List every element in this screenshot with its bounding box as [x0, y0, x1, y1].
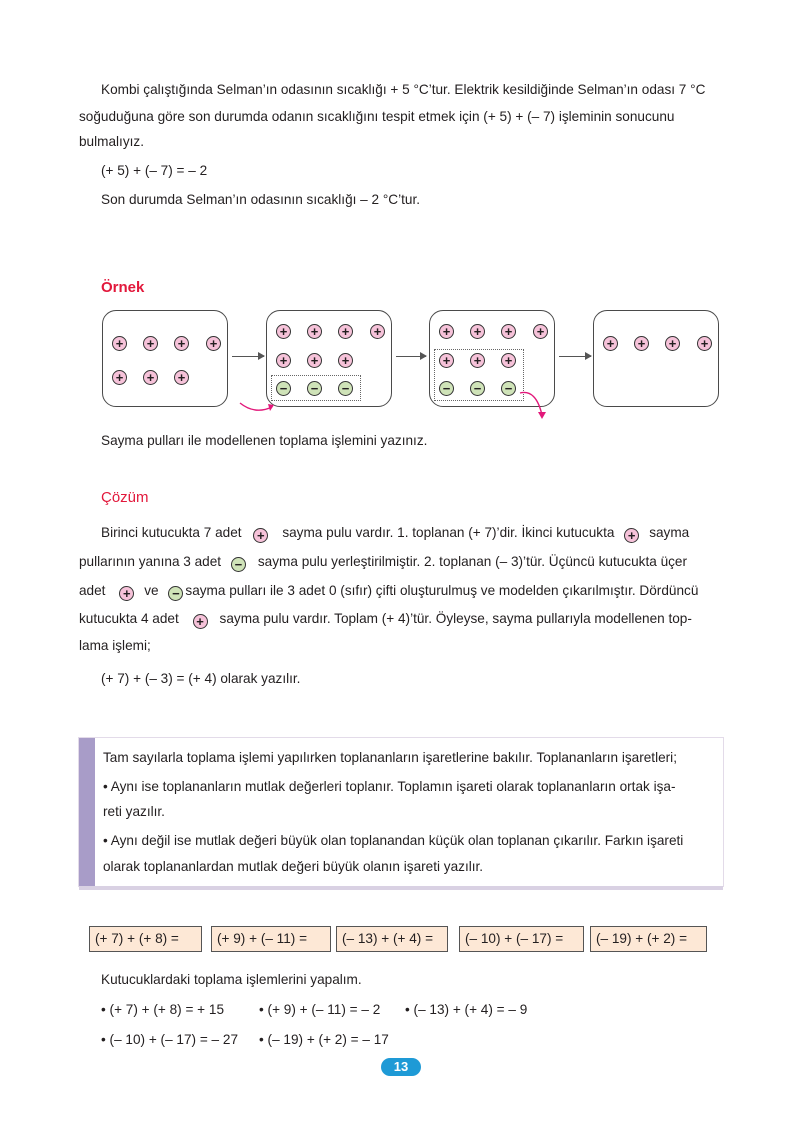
plus-chip-icon: + — [174, 370, 189, 385]
plus-chip-icon: + — [338, 324, 353, 339]
info-line-1: Tam sayılarla toplama işlemi yapılırken toplananların işaretlerine bakılır. Toplananların işaretleri; — [103, 750, 677, 765]
right-arrow-icon — [396, 356, 426, 357]
minus-chip-icon: − — [276, 381, 291, 396]
minus-chip-icon: − — [168, 586, 183, 601]
exercise-box-4: (– 10) + (– 17) = — [459, 926, 584, 952]
solution-result: (+ 7) + (– 3) = (+ 4) olarak yazılır. — [101, 671, 301, 686]
plus-chip-icon: + — [439, 324, 454, 339]
model-box-4 — [593, 310, 719, 407]
info-line-5: olarak toplananlardan mutlak değeri büyük olanın işareti yazılır. — [103, 859, 484, 874]
solution-line-2: pullarının yanına 3 adet − sayma pulu yerleştirilmiştir. 2. toplanan (– 3)’tür. Üçüncü kutucukta üçer — [79, 554, 688, 572]
exercise-box-3: (– 13) + (+ 4) = — [336, 926, 448, 952]
minus-chip-icon: − — [501, 381, 516, 396]
info-accent-bar — [79, 738, 95, 886]
exercise-answer-5: • (– 19) + (+ 2) = – 17 — [259, 1032, 389, 1047]
example-question: Sayma pulları ile modellenen toplama işlemini yazınız. — [101, 433, 428, 448]
intro-line-1: Kombi çalıştığında Selman’ın odasının sıcaklığı + 5 °C’tur. Elektrik kesildiğinde Selman’ın odası 7 °C — [101, 82, 706, 97]
intro-line-3: bulmalıyız. — [79, 134, 144, 149]
plus-chip-icon: + — [174, 336, 189, 351]
page-number-badge: 13 — [381, 1058, 421, 1076]
plus-chip-icon: + — [253, 528, 268, 543]
info-line-4: • Aynı değil ise mutlak değeri büyük olan toplanandan küçük olan toplanan çıkarılır. Farkın işareti — [103, 833, 684, 848]
exercises-intro: Kutucuklardaki toplama işlemlerini yapalım. — [101, 972, 362, 987]
plus-chip-icon: + — [603, 336, 618, 351]
right-arrow-icon — [232, 356, 264, 357]
curved-arrows-icon — [230, 385, 570, 425]
plus-chip-icon: + — [276, 324, 291, 339]
model-box-1 — [102, 310, 228, 407]
example-heading: Örnek — [101, 279, 145, 296]
plus-chip-icon: + — [307, 324, 322, 339]
intro-conclusion: Son durumda Selman’ın odasının sıcaklığı – 2 °C’tur. — [101, 192, 421, 207]
plus-chip-icon: + — [276, 353, 291, 368]
plus-chip-icon: + — [634, 336, 649, 351]
plus-chip-icon: + — [206, 336, 221, 351]
plus-chip-icon: + — [501, 353, 516, 368]
exercise-answer-2: • (+ 9) + (– 11) = – 2 — [259, 1002, 381, 1017]
exercise-box-1: (+ 7) + (+ 8) = — [89, 926, 202, 952]
solution-line-4: kutucukta 4 adet + sayma pulu vardır. Toplam (+ 4)’tür. Öyleyse, sayma pullarıyla modellenen top- — [79, 611, 692, 629]
plus-chip-icon: + — [143, 336, 158, 351]
exercise-answer-1: • (+ 7) + (+ 8) = + 15 — [101, 1002, 225, 1017]
plus-chip-icon: + — [112, 336, 127, 351]
minus-chip-icon: − — [338, 381, 353, 396]
exercise-answer-4: • (– 10) + (– 17) = – 27 — [101, 1032, 238, 1047]
intro-line-2: soğuduğuna göre son durumda odanın sıcaklığını tespit etmek için (+ 5) + (– 7) işleminin sonucunu — [79, 109, 675, 124]
minus-chip-icon: − — [307, 381, 322, 396]
solution-line-5: lama işlemi; — [79, 638, 151, 653]
plus-chip-icon: + — [665, 336, 680, 351]
right-arrow-icon — [559, 356, 591, 357]
solution-line-1: Birinci kutucukta 7 adet + sayma pulu vardır. 1. toplanan (+ 7)’dir. İkinci kutucukta + sayma — [101, 525, 690, 543]
solution-line-3: adet + ve − sayma pulları ile 3 adet 0 (sıfır) çifti oluşturulmuş ve modelden çıkarılmıştır. Dördüncü — [79, 583, 699, 601]
info-line-2: • Aynı ise toplananların mutlak değerleri toplanır. Toplamın işareti olarak toplananların ortak işa- — [103, 779, 676, 794]
exercise-box-5: (– 19) + (+ 2) = — [590, 926, 707, 952]
plus-chip-icon: + — [143, 370, 158, 385]
minus-chip-icon: − — [439, 381, 454, 396]
plus-chip-icon: + — [533, 324, 548, 339]
plus-chip-icon: + — [307, 353, 322, 368]
info-line-3: reti yazılır. — [103, 804, 165, 819]
plus-chip-icon: + — [501, 324, 516, 339]
plus-chip-icon: + — [624, 528, 639, 543]
plus-chip-icon: + — [370, 324, 385, 339]
plus-chip-icon: + — [697, 336, 712, 351]
plus-chip-icon: + — [112, 370, 127, 385]
minus-chip-icon: − — [231, 557, 246, 572]
exercise-box-2: (+ 9) + (– 11) = — [211, 926, 331, 952]
plus-chip-icon: + — [470, 324, 485, 339]
exercise-answer-3: • (– 13) + (+ 4) = – 9 — [405, 1002, 528, 1017]
plus-chip-icon: + — [193, 614, 208, 629]
info-shadow — [79, 886, 723, 890]
solution-heading: Çözüm — [101, 489, 149, 506]
rule-info-box — [78, 737, 724, 887]
plus-chip-icon: + — [470, 353, 485, 368]
intro-equation: (+ 5) + (– 7) = – 2 — [101, 163, 208, 178]
minus-chip-icon: − — [470, 381, 485, 396]
plus-chip-icon: + — [439, 353, 454, 368]
plus-chip-icon: + — [338, 353, 353, 368]
plus-chip-icon: + — [119, 586, 134, 601]
